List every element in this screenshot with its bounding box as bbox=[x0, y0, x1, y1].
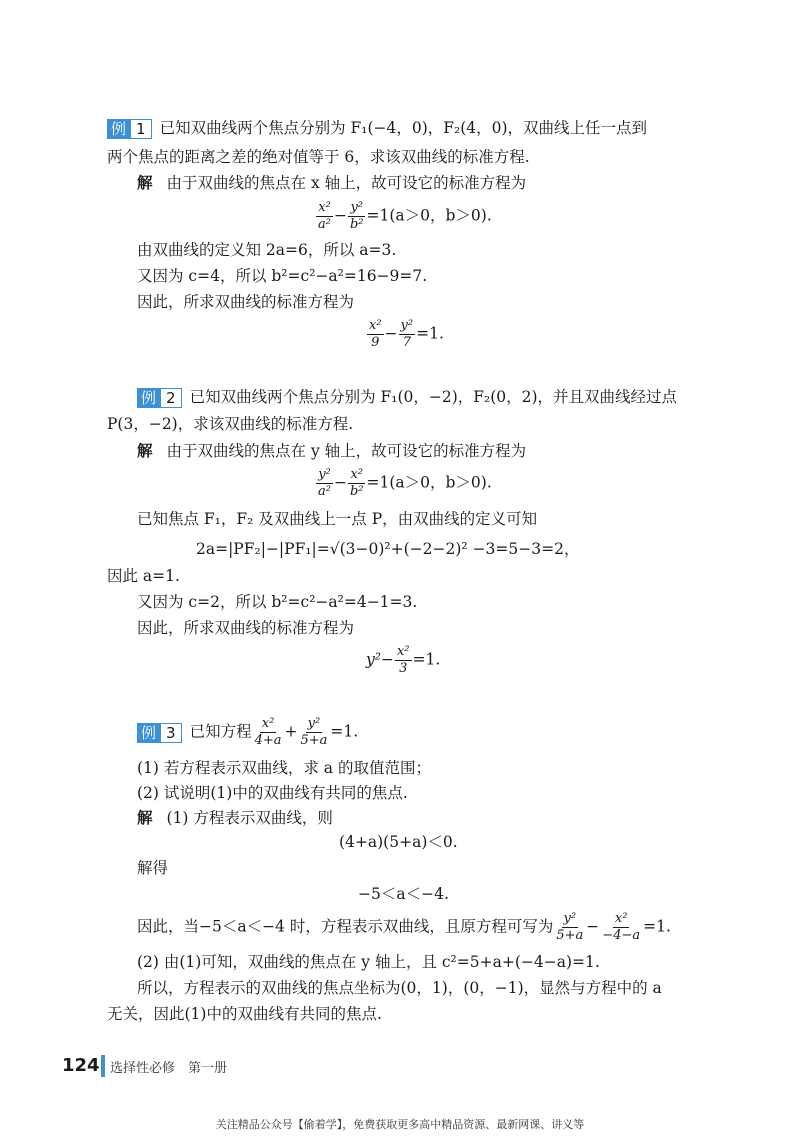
book-title: 选择性必修 第一册 bbox=[110, 1061, 228, 1076]
example-3-prefix: 已知方程 bbox=[189, 722, 252, 741]
example-3-statement: 例 3 已知方程 $\frac{\text{x²}}{4+a}$ + $\frac{\text{y²}}{5+a}$ =1. bbox=[137, 716, 358, 749]
example-3-equation-2: −5＜a＜−4. bbox=[358, 885, 449, 903]
example-number: 1 bbox=[130, 119, 152, 139]
solution-word: 解 bbox=[137, 442, 153, 460]
fraction: $\frac{\text{y²}}{5+a}$ bbox=[300, 716, 328, 748]
solution-text: 由于双曲线的焦点在 y 轴上，故可设它的标准方程为 bbox=[166, 442, 527, 460]
example-1-line-5: 因此，所求双曲线的标准方程为 bbox=[137, 293, 355, 311]
example-label: 例 bbox=[137, 388, 160, 408]
equation-prefix: y²− bbox=[366, 650, 394, 669]
equation-rest: =1(a＞0，b＞0). bbox=[366, 473, 492, 492]
example-1-line-2: 两个焦点的距离之差的绝对值等于 6，求该双曲线的标准方程. bbox=[107, 148, 530, 166]
example-3-final-line-2: 无关，因此(1)中的双曲线有共同的焦点. bbox=[107, 1005, 382, 1023]
example-2-statement bbox=[137, 386, 677, 408]
example-3-part-2: (2) 由(1)可知，双曲线的焦点在 y 轴上，且 c²=5+a+(−4−a)=1. bbox=[137, 953, 600, 971]
example-1-equation-1: $\frac{\text{x²}}{\text{a²}}$ − $\frac{\text{y²}}{\text{b²}}$ =1(a＞0，b＞0). bbox=[318, 200, 492, 232]
example-2-line-6: 又因为 c=2，所以 b²=c²−a²=4−1=3. bbox=[137, 593, 418, 611]
example-1-line-3: 由双曲线的定义知 2a=6，所以 a=3. bbox=[137, 241, 397, 259]
equation-rest: =1. bbox=[412, 650, 441, 669]
example-2-line-2: P(3，−2)，求该双曲线的标准方程. bbox=[107, 415, 354, 433]
solution-text: 由于双曲线的焦点在 x 轴上，故可设它的标准方程为 bbox=[166, 174, 527, 192]
fraction: $\frac{\text{x²}}{-4-a}$ bbox=[602, 911, 641, 943]
example-2-line-3: 已知焦点 F₁，F₂ 及双曲线上一点 P，由双曲线的定义可知 bbox=[137, 510, 538, 528]
equation-rest: =1. bbox=[416, 324, 444, 343]
example-number: 2 bbox=[160, 388, 182, 408]
example-3-question-2: (2) 试说明(1)中的双曲线有共同的焦点. bbox=[137, 784, 408, 802]
example-1-equation-2: $\frac{\text{x²}}{9}$ − $\frac{\text{y²}}{7}$ =1. bbox=[369, 318, 444, 350]
fraction: $\frac{\text{x²}}{3}$ bbox=[396, 644, 410, 676]
example-1-line-4: 又因为 c=4，所以 b²=c²−a²=16−9=7. bbox=[137, 267, 428, 285]
example-3-question-1: (1) 若方程表示双曲线，求 a 的取值范围； bbox=[137, 759, 431, 777]
example-2-line-1: 已知双曲线两个焦点分别为 F₁(0，−2)，F₂(0，2)，并且双曲线经过点 bbox=[189, 388, 678, 406]
equation-rest: =1. bbox=[643, 917, 671, 936]
example-2-line-5: 因此 a=1. bbox=[107, 567, 180, 585]
example-1-line-1: 已知双曲线两个焦点分别为 F₁(−4，0)，F₂(4，0)，双曲线上任一点到 bbox=[159, 119, 648, 137]
example-3-solution-intro bbox=[137, 807, 333, 829]
example-number: 3 bbox=[160, 723, 182, 743]
example-label: 例 bbox=[137, 723, 160, 743]
equation-rest: =1(a＞0，b＞0). bbox=[366, 206, 492, 225]
page-number-bar bbox=[101, 1055, 105, 1077]
fraction: $\frac{\text{x²}}{\text{b²}}$ bbox=[349, 467, 364, 499]
fraction: $\frac{\text{x²}}{\text{a²}}$ bbox=[318, 200, 331, 232]
fraction: $\frac{\text{x²}}{9}$ bbox=[369, 318, 382, 350]
example-2-line-4: 2a=|PF₂|−|PF₁|=√(3−0)²+(−2−2)² −3=5−3=2， bbox=[196, 540, 580, 558]
example-2-line-7: 因此，所求双曲线的标准方程为 bbox=[137, 619, 355, 637]
example-1-statement bbox=[107, 117, 647, 139]
fraction: $\frac{\text{y²}}{7}$ bbox=[400, 318, 414, 350]
example-2-equation-2 bbox=[366, 644, 440, 677]
example-3-conclusion: 因此，当−5＜a＜−4 时，方程表示双曲线，且原方程可写为 $\frac{\text{y²}}{5+a}$ − $\frac{\text{x²}}{-4-a}$ =1. bbox=[137, 911, 671, 943]
fraction: $\frac{\text{y²}}{\text{b²}}$ bbox=[349, 200, 364, 232]
fraction: $\frac{\text{y²}}{\text{a²}}$ bbox=[318, 467, 331, 499]
example-2-equation-1: $\frac{\text{y²}}{\text{a²}}$ − $\frac{\text{x²}}{\text{b²}}$ =1(a＞0，b＞0). bbox=[318, 467, 492, 499]
fraction: $\frac{\text{y²}}{5+a}$ bbox=[556, 911, 584, 943]
example-3-solved: 解得 bbox=[137, 859, 169, 877]
footer-note: 关注精品公众号【偷着学】，免费获取更多高中精品资源、最新网课、讲义等 bbox=[215, 1118, 585, 1131]
example-label: 例 bbox=[107, 119, 130, 139]
page-number: 124 bbox=[62, 1055, 100, 1076]
example-3-equation-1: (4+a)(5+a)＜0. bbox=[339, 833, 458, 851]
example-2-solution-intro bbox=[137, 440, 526, 462]
equation-rest: =1. bbox=[330, 722, 359, 741]
solution-text: (1) 方程表示双曲线，则 bbox=[166, 809, 333, 827]
conclusion-prefix: 因此，当−5＜a＜−4 时，方程表示双曲线，且原方程可写为 bbox=[137, 917, 554, 936]
fraction: $\frac{\text{x²}}{4+a}$ bbox=[254, 716, 282, 748]
solution-word: 解 bbox=[137, 809, 153, 827]
example-3-final-line-1: 所以，方程表示的双曲线的焦点坐标为(0，1)，(0，−1)，显然与方程中的 a bbox=[137, 979, 662, 997]
example-1-solution-intro bbox=[137, 172, 526, 194]
solution-word: 解 bbox=[137, 174, 153, 192]
